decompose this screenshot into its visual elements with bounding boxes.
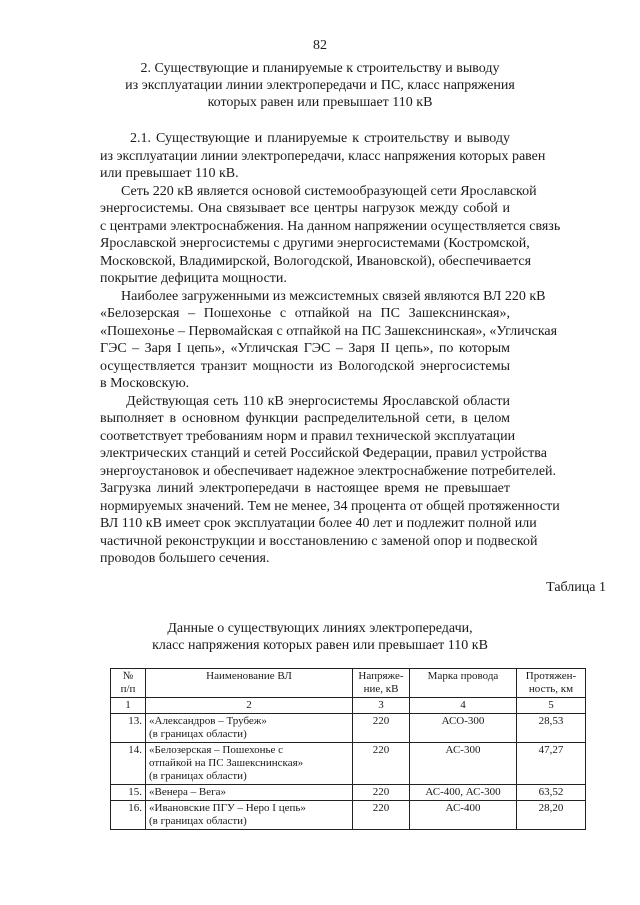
cell-length: 63,52	[517, 785, 586, 801]
cell-voltage: 220	[353, 743, 410, 785]
text-line: Сеть 220 кВ является основой системообразующей сети Ярославской	[100, 183, 537, 199]
cell-name	[146, 785, 353, 801]
table-title-line: класс напряжения которых равен или превышает 110 кВ	[152, 638, 488, 653]
text-line: энергоустановок и обеспечивает надежное электроснабжение потребителей.	[100, 463, 557, 479]
text-line: или превышает 110 кВ.	[100, 166, 239, 181]
text-line: осуществляется транзит мощности из Вологодской энергосистемы	[100, 358, 510, 374]
cell-name-line: «Венера – Вега»	[149, 786, 226, 798]
cell-voltage: 220	[353, 785, 410, 801]
table-row	[111, 801, 586, 830]
table-title-line: Данные о существующих линиях электропередачи,	[167, 621, 473, 636]
cell-num: 15.	[111, 785, 146, 801]
table-label: Таблица 1	[546, 580, 606, 595]
text-line: Загрузка линий электропередачи в настоящее время не превышает	[100, 481, 510, 496]
table-index-row	[111, 698, 586, 714]
index-cell: 2	[146, 698, 353, 714]
text-line: Московской, Владимирской, Вологодской, Ивановской), обеспечивается	[100, 253, 532, 269]
table-row	[111, 785, 586, 801]
text-line: энергосистемы. Она связывает все центры нагрузок между собой и	[100, 201, 510, 216]
cell-name	[146, 743, 353, 785]
cell-name-line: (в границах области)	[149, 728, 247, 740]
table-header-row	[111, 669, 586, 698]
text-line: ГЭС – Заря I цепь», «Угличская ГЭС – Заря II цепь», по которым	[100, 341, 510, 356]
text-line: проводов большего сечения.	[100, 551, 270, 566]
text-line: «Белозерская – Пошехонье с отпайкой на ПС Зашекснинская»,	[100, 306, 510, 321]
index-cell: 1	[111, 698, 146, 714]
text-line: нормируемых значений. Тем не менее, 34 процента от общей протяженности	[100, 498, 560, 514]
cell-name-line: отпайкой на ПС Зашекснинская»	[149, 757, 304, 769]
paragraph	[100, 130, 546, 183]
header-voltage-line: ние, кВ	[363, 683, 399, 695]
cell-voltage: 220	[353, 801, 410, 830]
heading-line: 2. Существующие и планируемые к строительству и выводу	[140, 61, 500, 76]
header-voltage-line: Напряже-	[358, 670, 404, 682]
cell-name	[146, 714, 353, 743]
heading-line: из эксплуатации линии электропередачи и ПС, класс напряжения	[125, 78, 515, 93]
header-num-line: п/п	[120, 683, 136, 695]
cell-num: 13.	[111, 714, 146, 743]
table-title	[100, 620, 540, 654]
text-line: покрытие дефицита мощности.	[100, 271, 287, 286]
cell-name-line: «Белозерская – Пошехонье с	[149, 744, 284, 756]
cell-name-line: «Ивановские ПГУ – Неро I цепь»	[149, 802, 306, 814]
text-line: Действующая сеть 110 кВ энергосистемы Ярославской области	[100, 393, 510, 409]
cell-voltage: 220	[353, 714, 410, 743]
paragraph	[100, 393, 560, 568]
index-cell: 4	[410, 698, 517, 714]
table-row	[111, 714, 586, 743]
cell-name-line: «Александров – Трубеж»	[149, 715, 267, 727]
header-num	[111, 669, 146, 698]
cell-name	[146, 801, 353, 830]
power-lines-table	[110, 668, 586, 830]
header-length-line: ность, км	[528, 683, 574, 695]
header-length-line: Протяжен-	[525, 670, 577, 682]
cell-num: 14.	[111, 743, 146, 785]
index-cell: 3	[353, 698, 410, 714]
cell-name-line: (в границах области)	[149, 815, 247, 827]
text-line: частичной реконструкции и восстановлению с заменой опор и подвеской	[100, 533, 538, 549]
cell-length: 47,27	[517, 743, 586, 785]
header-voltage	[353, 669, 410, 698]
text-line: соответствует требованиям норм и правил технической эксплуатации	[100, 428, 516, 444]
header-length	[517, 669, 586, 698]
cell-wire: АС-400	[410, 801, 517, 830]
cell-wire: АС-400, АС-300	[410, 785, 517, 801]
cell-length: 28,20	[517, 801, 586, 830]
paragraph	[100, 183, 561, 288]
cell-num: 16.	[111, 801, 146, 830]
text-line: Ярославской энергосистемы с другими энергосистемами (Костромской,	[100, 236, 530, 251]
section-heading	[100, 60, 540, 111]
paragraph	[100, 288, 558, 393]
table-row	[111, 743, 586, 785]
text-line: в Московскую.	[100, 376, 190, 391]
header-num-line: №	[122, 670, 134, 682]
cell-wire: АСО-300	[410, 714, 517, 743]
text-line: Наиболее загруженными из межсистемных связей являются ВЛ 220 кВ	[100, 288, 546, 304]
cell-length: 28,53	[517, 714, 586, 743]
cell-wire: АС-300	[410, 743, 517, 785]
text-line: с центрами электроснабжения. На данном напряжении осуществляется связь	[100, 218, 561, 234]
heading-line: которых равен или превышает 110 кВ	[207, 95, 433, 110]
text-line: из эксплуатации линии электропередачи, класс напряжения которых равен	[100, 148, 546, 164]
page-number: 82	[313, 38, 327, 53]
header-wire: Марка провода	[410, 669, 517, 698]
header-name: Наименование ВЛ	[146, 669, 353, 698]
text-line: 2.1. Существующие и планируемые к строительству и выводу	[100, 131, 510, 146]
index-cell: 5	[517, 698, 586, 714]
body-text	[100, 130, 561, 568]
cell-name-line: (в границах области)	[149, 770, 247, 782]
text-line: выполняет в основном функции распределительной сети, в целом	[100, 411, 510, 426]
text-line: ВЛ 110 кВ имеет срок эксплуатации более 40 лет и подлежит полной или	[100, 516, 537, 531]
text-line: электрических станций и сетей Российской Федерации, правил устройства	[100, 446, 547, 461]
text-line: «Пошехонье – Первомайская с отпайкой на ПС Зашекснинская», «Угличская	[100, 323, 558, 339]
